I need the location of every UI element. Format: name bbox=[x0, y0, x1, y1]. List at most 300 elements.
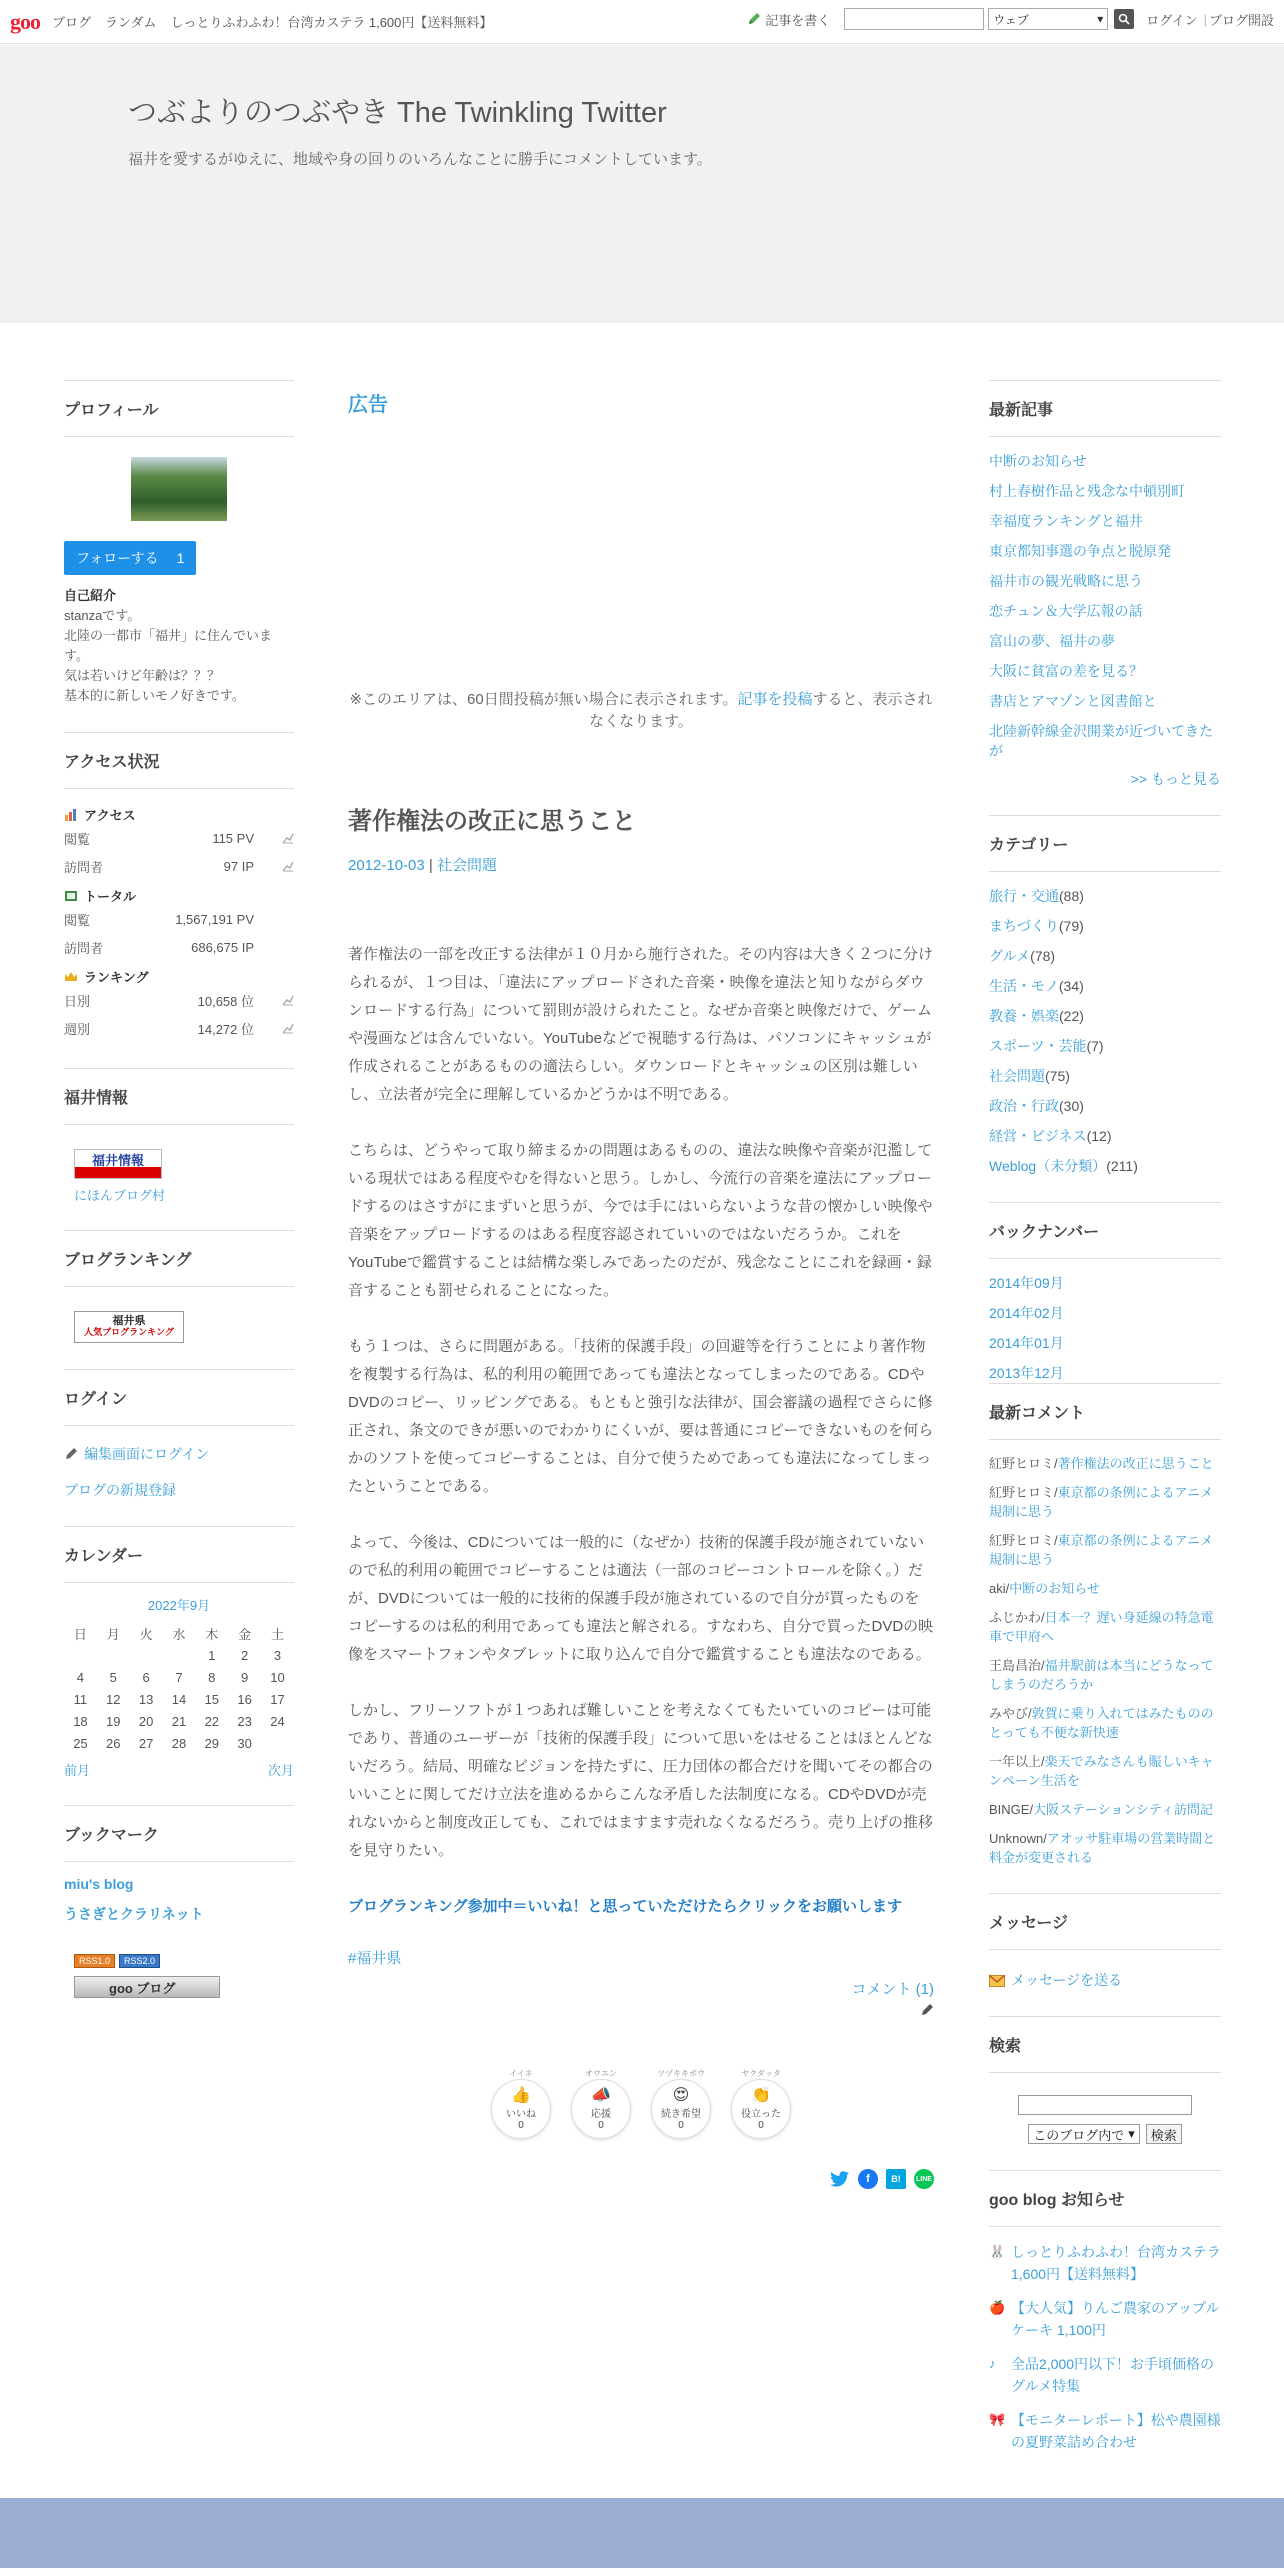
calendar-day: 18 bbox=[73, 1713, 88, 1729]
backnumber-heading: バックナンバー bbox=[989, 1202, 1221, 1259]
reaction-like-button[interactable] bbox=[491, 2069, 551, 2139]
reaction-label: いいね bbox=[506, 2109, 536, 2120]
category-count: (79) bbox=[1058, 918, 1084, 934]
access-body bbox=[64, 789, 294, 1042]
category-list bbox=[989, 872, 1221, 1176]
top-link-random[interactable]: ランダム bbox=[105, 15, 157, 30]
article-date[interactable]: 2012-10-03 bbox=[348, 857, 425, 874]
bookmark-link[interactable]: うさぎとクラリネット bbox=[64, 1906, 204, 1922]
category-link[interactable]: まちづくり bbox=[989, 918, 1059, 934]
news-link[interactable]: 【モニターレポート】松や農園様の夏野菜詰め合わせ bbox=[1011, 2412, 1221, 2450]
comment-user: 王島昌治 bbox=[989, 1658, 1042, 1673]
comment-article-link[interactable]: 楽天でみなさんも賑しいキャンペーン生活を bbox=[989, 1754, 1214, 1788]
ranking-banner-line: 福井県 bbox=[112, 1315, 146, 1327]
access-row-value: 686,675 IP bbox=[191, 939, 254, 955]
calendar-day: 12 bbox=[106, 1691, 121, 1707]
calendar-day: 20 bbox=[138, 1713, 154, 1729]
goo-news-list bbox=[989, 2227, 1221, 2453]
comment-article-link[interactable]: 敦賀に乗り入れてはみたもののとっても不便な新快速 bbox=[989, 1706, 1214, 1740]
message-heading: メッセージ bbox=[989, 1893, 1221, 1950]
blog-ranking-heading: ブログランキング bbox=[64, 1230, 294, 1287]
comment-item: ふじかわ/日本一？遅い身延線の特急電車で甲府へ bbox=[989, 1610, 1214, 1644]
comment-user: BINGE bbox=[989, 1802, 1030, 1817]
access-row-value: 1,567,191 PV bbox=[175, 911, 254, 927]
send-message-row[interactable] bbox=[989, 1950, 1221, 1990]
access-row-value: 10,658 位 bbox=[197, 993, 254, 1009]
graph-link-icon[interactable] bbox=[254, 1022, 294, 1034]
chevron-down-icon: ▾ bbox=[1128, 2126, 1135, 2141]
recent-article-link[interactable]: 中断のお知らせ bbox=[989, 453, 1087, 469]
top-search-scope-select[interactable] bbox=[988, 8, 1108, 30]
recent-article-link[interactable]: 北陸新幹線金沢開業が近づいてきたが bbox=[989, 723, 1213, 759]
article-body bbox=[348, 941, 934, 1865]
calendar-nav bbox=[64, 1760, 294, 1779]
calendar-month[interactable]: 2022年9月 bbox=[147, 1598, 211, 1613]
calendar-day: 6 bbox=[142, 1669, 150, 1685]
main-content bbox=[348, 380, 934, 2189]
calendar-day: 17 bbox=[270, 1691, 285, 1707]
calendar-day bbox=[64, 1644, 97, 1666]
weekday-label: 月 bbox=[106, 1626, 120, 1642]
backnumber-link[interactable]: 2014年09月 bbox=[989, 1275, 1064, 1291]
profile-heading: プロフィール bbox=[64, 380, 294, 437]
comment-user: aki bbox=[989, 1581, 1006, 1596]
calendar-day: 3 bbox=[273, 1647, 282, 1663]
search-section bbox=[989, 2016, 1221, 2144]
calendar-day: 4 bbox=[76, 1669, 85, 1685]
access-row-label: 訪問者 bbox=[64, 940, 104, 956]
recent-article-link[interactable]: 村上春樹作品と残念な中頓別町 bbox=[989, 483, 1185, 499]
line-icon[interactable]: LINE bbox=[914, 2169, 934, 2189]
top-link-blog[interactable]: ブログ bbox=[52, 15, 92, 30]
calendar-day: 9 bbox=[241, 1669, 249, 1685]
access-row-value: 115 PV bbox=[212, 830, 254, 846]
blog-ranking-link[interactable]: ブログランキング参加中＝いいね！と思っていただけたらクリックをお願いします bbox=[348, 1898, 902, 1915]
reaction-helpful-button[interactable] bbox=[731, 2069, 791, 2139]
news-item[interactable] bbox=[989, 2409, 1221, 2453]
clap-icon: 👏 bbox=[751, 2087, 771, 2104]
access-row bbox=[64, 1014, 294, 1042]
profile-image[interactable] bbox=[131, 457, 227, 521]
category-link[interactable]: スポーツ・芸能 bbox=[989, 1038, 1087, 1054]
total-label: トータル bbox=[84, 889, 137, 904]
recent-article-link[interactable]: 恋チュン＆大学広報の話 bbox=[989, 603, 1143, 619]
backnumber-link[interactable]: 2014年01月 bbox=[989, 1335, 1064, 1351]
category-item[interactable] bbox=[989, 1036, 1221, 1056]
comment-item: 王島昌治/福井駅前は本当にどうなってしまうのだろうか bbox=[989, 1658, 1214, 1692]
recent-articles-heading: 最新記事 bbox=[989, 380, 1221, 437]
category-item[interactable] bbox=[989, 976, 1221, 996]
calendar-day: 16 bbox=[237, 1691, 252, 1707]
blog-title[interactable]: つぶよりのつぶやき The Twinkling Twitter bbox=[128, 97, 667, 129]
category-count: (211) bbox=[1106, 1158, 1138, 1174]
access-row-value: 97 IP bbox=[223, 858, 254, 874]
news-link[interactable]: しっとりふわふわ！台湾カステラ1,600円【送料無料】 bbox=[1011, 2244, 1221, 2282]
login-link[interactable]: ログイン bbox=[1146, 12, 1198, 28]
envelope-icon bbox=[989, 1974, 1005, 1987]
recent-article-link[interactable]: 幸福度ランキングと福井 bbox=[989, 513, 1143, 529]
separator: | bbox=[1203, 11, 1207, 27]
comment-user: 紅野ヒロミ bbox=[989, 1456, 1055, 1471]
article-paragraph: 著作権法の一部を改正する法律が１０月から施行された。その内容は大きく２つに分けられるが、１つ目は、「違法にアップロードされた音楽・映像を違法と知りながらダウンロードする行為」について罰則が設けられたこと。なぜか音楽と映像だけで、ゲームや漫画などは含んでいない。YouTubeなどで視聴する行為は、パソコンにキャッシュが作成されることがあるものの適法らしい。ダウンロードとキャッシュの区別は難しいし、立法者が完全に理解しているかどうかは不明である。 bbox=[348, 946, 934, 1103]
reaction-count: 0 bbox=[678, 2120, 684, 2131]
comment-article-link[interactable]: 日本一？遅い身延線の特急電車で甲府へ bbox=[989, 1610, 1214, 1644]
category-item[interactable] bbox=[989, 886, 1221, 906]
reaction-label: 応援 bbox=[591, 2109, 611, 2120]
calendar-day bbox=[261, 1732, 294, 1754]
calendar-day: 19 bbox=[106, 1713, 121, 1729]
self-intro-heading: 自己紹介 bbox=[64, 588, 117, 603]
comment-article-link[interactable]: 東京都の条例によるアニメ規制に思う bbox=[989, 1485, 1213, 1519]
comment-item: BINGE/大阪ステーションシティ訪問記 bbox=[989, 1802, 1213, 1817]
fukui-info-heading: 福井情報 bbox=[64, 1068, 294, 1125]
backnumber-link[interactable]: 2013年12月 bbox=[989, 1365, 1064, 1381]
blog-ranking-section bbox=[64, 1230, 294, 1343]
post-article-link[interactable]: 記事を投稿 bbox=[737, 691, 813, 708]
category-item[interactable] bbox=[989, 1006, 1221, 1026]
category-item[interactable] bbox=[989, 1066, 1221, 1086]
comment-article-link[interactable]: 福井駅前は本当にどうなってしまうのだろうか bbox=[989, 1658, 1214, 1692]
ad-note-text: ※このエリアは、60日間投稿が無い場合に表示されます。 bbox=[349, 691, 738, 708]
comment-item: 紅野ヒロミ/東京都の条例によるアニメ規制に思う bbox=[989, 1533, 1213, 1567]
calendar-day: 13 bbox=[138, 1691, 154, 1707]
article-meta bbox=[348, 854, 934, 875]
comment-item: Unknown/アオッサ駐車場の営業時間と料金が変更される bbox=[989, 1831, 1216, 1865]
thumbs-up-icon: 👍 bbox=[511, 2087, 531, 2104]
calendar-day: 22 bbox=[204, 1713, 220, 1729]
profile-section bbox=[64, 380, 294, 706]
blog-search-button[interactable]: 検索 bbox=[1146, 2124, 1182, 2144]
recent-comments-heading: 最新コメント bbox=[989, 1383, 1221, 1440]
self-intro-text bbox=[64, 604, 294, 706]
calendar-day: 15 bbox=[204, 1691, 220, 1707]
follow-button[interactable] bbox=[64, 541, 196, 575]
ranking-subheading bbox=[64, 967, 294, 986]
ad-note bbox=[348, 689, 934, 733]
calendar-day: 14 bbox=[171, 1691, 187, 1707]
weekday-label: 水 bbox=[172, 1626, 186, 1642]
next-month-link[interactable]: 次月 bbox=[267, 1763, 294, 1778]
right-sidebar bbox=[989, 380, 1221, 2479]
blog-header bbox=[0, 45, 1284, 323]
intro-line: 基本的に新しいモノ好きです。 bbox=[64, 688, 245, 703]
recent-article-link[interactable]: 富山の夢、福井の夢 bbox=[989, 633, 1115, 649]
backnumber-scroll-list[interactable] bbox=[989, 1259, 1221, 1381]
recent-article-link[interactable]: 福井市の観光戦略に思う bbox=[989, 573, 1143, 589]
hatena-bookmark-icon[interactable]: B! bbox=[886, 2169, 906, 2189]
category-link[interactable]: 経営・ビジネス bbox=[989, 1128, 1087, 1144]
calendar-day: 11 bbox=[73, 1691, 88, 1707]
ad-note-text: すると、表示されなくなります。 bbox=[589, 691, 933, 730]
blog-search-input[interactable] bbox=[1018, 2095, 1192, 2115]
calendar-day: 28 bbox=[171, 1735, 187, 1751]
article-paragraph: しかし、フリーソフトが１つあれば難しいことを考えなくてもたいていのコピーは可能であり、普通のユーザーが「技術的保護手段」について思いをはせることはほとんどないだろう。結局、明確なビジョンを持たずに、圧力団体の都合だけを聞いてその都合のいいことに関してだけ立法を進めるからこんな矛盾した法制度になる。CDやDVDが売れないからと制度改正しても、これではますます売れなくなるだろう。売り上げの推移を見守りたい。 bbox=[348, 1702, 934, 1859]
comment-user: みやび bbox=[989, 1706, 1029, 1721]
comment-item: 一年以上/楽天でみなさんも賑しいキャンペーン生活を bbox=[989, 1754, 1214, 1788]
rss2-badge[interactable]: RSS2.0 bbox=[119, 1954, 160, 1968]
graph-link-icon[interactable] bbox=[254, 832, 294, 844]
login-heading: ログイン bbox=[64, 1369, 294, 1426]
category-count: (30) bbox=[1059, 1098, 1084, 1114]
news-item[interactable] bbox=[989, 2297, 1221, 2341]
chevron-down-icon: ▾ bbox=[1097, 12, 1104, 26]
pencil-icon bbox=[747, 12, 761, 26]
goo-blog-badge[interactable]: goo ブログ bbox=[74, 1976, 220, 1998]
comment-item: aki/中断のお知らせ bbox=[989, 1581, 1100, 1596]
ad-heading: 広告 bbox=[348, 394, 388, 416]
facebook-icon[interactable]: f bbox=[858, 2169, 878, 2189]
top-search-button[interactable] bbox=[1114, 9, 1134, 29]
fukui-ranking-banner[interactable] bbox=[74, 1311, 184, 1343]
access-row bbox=[64, 905, 294, 933]
music-note-icon: ♪ bbox=[989, 2356, 996, 2371]
recent-comments-section bbox=[989, 1383, 1221, 1867]
top-search-scope-value: ウェブ bbox=[993, 12, 1029, 27]
nihon-blogmura-link[interactable]: にほんブログ村 bbox=[74, 1188, 166, 1203]
search-icon bbox=[1118, 13, 1130, 25]
recent-articles-list bbox=[989, 437, 1221, 761]
category-link[interactable]: 社会問題 bbox=[989, 1068, 1045, 1084]
access-heading: アクセス状況 bbox=[64, 732, 294, 789]
ribbon-icon: 🎀 bbox=[989, 2412, 1006, 2427]
access-row-value: 14,272 位 bbox=[197, 1021, 254, 1037]
calendar-day: 30 bbox=[237, 1735, 252, 1751]
recent-article-link[interactable]: 書店とアマゾンと図書館と bbox=[989, 693, 1157, 709]
fukui-info-section bbox=[64, 1068, 294, 1204]
bookmark-heading: ブックマーク bbox=[64, 1805, 294, 1862]
calendar-day: 5 bbox=[109, 1669, 117, 1685]
rss1-badge[interactable]: RSS1.0 bbox=[74, 1954, 115, 1968]
category-link[interactable]: Weblog（未分類） bbox=[989, 1158, 1107, 1174]
top-bar bbox=[0, 0, 1284, 44]
intro-line: 北陸の一都市「福井」に住んでいます。 bbox=[64, 628, 273, 663]
calendar-heading: カレンダー bbox=[64, 1526, 294, 1583]
category-count: (7) bbox=[1086, 1038, 1104, 1054]
category-count: (88) bbox=[1059, 888, 1084, 904]
access-subheading bbox=[64, 805, 294, 824]
news-item[interactable] bbox=[989, 2353, 1221, 2397]
bottom-overlay-bar bbox=[0, 2498, 1284, 2568]
separator: | bbox=[428, 857, 433, 874]
access-row-label: 閲覧 bbox=[64, 831, 91, 847]
reaction-count: 0 bbox=[758, 2120, 764, 2131]
recent-articles-section bbox=[989, 380, 1221, 789]
reaction-kana: イイネ bbox=[509, 2069, 533, 2078]
category-count: (22) bbox=[1059, 1008, 1084, 1024]
comment-article-link[interactable]: 大阪ステーションシティ訪問記 bbox=[1033, 1802, 1213, 1817]
backnumber-link[interactable]: 2014年02月 bbox=[989, 1305, 1064, 1321]
blog-register-link[interactable]: ブログの新規登録 bbox=[64, 1482, 176, 1498]
comment-link[interactable]: コメント (1) bbox=[851, 1981, 934, 1998]
graph-link-icon[interactable] bbox=[254, 860, 294, 872]
category-link[interactable]: 旅行・交通 bbox=[989, 888, 1059, 904]
prev-month-link[interactable]: 前月 bbox=[64, 1763, 91, 1778]
category-link[interactable]: 教養・娯楽 bbox=[989, 1008, 1059, 1024]
intro-line: 気は若いけど年齢は？？？ bbox=[64, 668, 221, 683]
calendar-day bbox=[130, 1644, 163, 1666]
bookmark-link[interactable]: miu's blog bbox=[64, 1876, 134, 1892]
reaction-buttons bbox=[348, 2069, 934, 2139]
reaction-kana: ツヅキキボウ bbox=[657, 2069, 705, 2078]
calendar-day bbox=[163, 1644, 196, 1666]
crown-icon bbox=[64, 971, 78, 983]
top-link-promo[interactable]: しっとりふわふわ！台湾カステラ 1,600円【送料無料】 bbox=[170, 15, 493, 30]
reaction-want-more-button[interactable] bbox=[651, 2069, 711, 2139]
calendar-day: 25 bbox=[73, 1735, 88, 1751]
calendar-day: 24 bbox=[270, 1713, 285, 1729]
blog-description: 福井を愛するがゆえに、地域や身の回りのいろんなことに勝手にコメントしています。 bbox=[128, 151, 712, 168]
megaphone-icon: 📣 bbox=[591, 2087, 611, 2104]
comment-article-link[interactable]: 東京都の条例によるアニメ規制に思う bbox=[989, 1533, 1213, 1567]
calendar-day: 26 bbox=[106, 1735, 121, 1751]
rabbit-icon: 🐰 bbox=[989, 2244, 1006, 2259]
top-right-tools bbox=[747, 8, 1278, 30]
weekday-label: 土 bbox=[271, 1626, 285, 1642]
category-item[interactable] bbox=[989, 916, 1221, 936]
message-section bbox=[989, 1893, 1221, 1990]
pencil-icon[interactable] bbox=[920, 2003, 934, 2017]
comment-item: 紅野ヒロミ/東京都の条例によるアニメ規制に思う bbox=[989, 1485, 1213, 1519]
comment-article-link[interactable]: 中断のお知らせ bbox=[1009, 1581, 1100, 1596]
article-paragraph: こちらは、どうやって取り締まるかの問題はあるものの、違法な映像や音楽が氾濫している現状ではある程度やむを得ないと思う。しかし、今流行の音楽を違法にアップロードするのはさすがにまずいと思うが、今では手にはいらないような昔の懐かしい映像や音楽をアップロードするのはある程度容認されていいのではないだろうか。これをYouTubeで鑑賞することは結構な楽しみであったのだが、残念なことにこれを録画・録音することも罰せられることになった。 bbox=[348, 1142, 933, 1299]
comment-user: ふじかわ bbox=[989, 1610, 1042, 1625]
heart-eyes-icon: 😍 bbox=[672, 2087, 690, 2104]
calendar-table bbox=[64, 1622, 294, 1754]
reaction-support-button[interactable] bbox=[571, 2069, 631, 2139]
comment-article-link[interactable]: アオッサ駐車場の営業時間と料金が変更される bbox=[989, 1831, 1216, 1865]
search-heading: 検索 bbox=[989, 2016, 1221, 2073]
calendar-day: 1 bbox=[208, 1647, 216, 1663]
category-count: (78) bbox=[1030, 948, 1056, 964]
recent-article-link[interactable]: 大阪に貧富の差を見る？ bbox=[989, 663, 1143, 679]
fukui-info-banner[interactable]: 福井情報 bbox=[74, 1149, 162, 1179]
graph-link-icon[interactable] bbox=[254, 994, 294, 1006]
goo-news-heading: goo blog お知らせ bbox=[989, 2170, 1221, 2227]
rss-badges bbox=[74, 1954, 294, 1968]
send-message-link[interactable]: メッセージを送る bbox=[1011, 1972, 1123, 1988]
article-paragraph: よって、今後は、CDについては一般的に（なぜか）技術的保護手段が施されていないので私的利用の範囲でコピーすることは適法（一部のコピーコントロールを除く。）だが、DVDについては一般的に技術的保護手段が施されているので自分が買ったものをコピーするのは私的利用であっても違法と解される。すなわち、自分で買ったDVDの映像をスマートフォンやタブレットに取り込んで自分で鑑賞することも違法なのである。 bbox=[348, 1534, 934, 1663]
left-sidebar bbox=[64, 380, 294, 1998]
search-scope-value: このブログ内で bbox=[1033, 2127, 1125, 2143]
category-item[interactable] bbox=[989, 1156, 1221, 1176]
comment-user: Unknown bbox=[989, 1831, 1044, 1846]
calendar-section bbox=[64, 1526, 294, 1779]
ranking-banner-line: 人気ブログランキング bbox=[84, 1327, 174, 1337]
top-search-input[interactable] bbox=[844, 8, 984, 30]
recent-comments-list bbox=[989, 1440, 1221, 1867]
reaction-count: 0 bbox=[518, 2120, 524, 2131]
access-row bbox=[64, 986, 294, 1014]
calendar-day: 27 bbox=[138, 1735, 154, 1751]
total-subheading bbox=[64, 886, 294, 905]
article-tag[interactable]: #福井県 bbox=[348, 1950, 402, 1967]
weekday-label: 日 bbox=[73, 1626, 87, 1642]
news-link[interactable]: 【大人気】りんご農家のアップルケーキ 1,100円 bbox=[1011, 2300, 1220, 2338]
access-row bbox=[64, 933, 294, 961]
backnumber-section bbox=[989, 1202, 1221, 1381]
access-row bbox=[64, 852, 294, 880]
open-blog-link[interactable]: ブログ開設 bbox=[1208, 12, 1274, 28]
category-heading: カテゴリー bbox=[989, 815, 1221, 872]
recent-article-link[interactable]: 東京都知事選の争点と脱原発 bbox=[989, 543, 1171, 559]
edit-article-row bbox=[348, 2003, 934, 2017]
category-item[interactable] bbox=[989, 1096, 1221, 1116]
edit-login-row[interactable] bbox=[64, 1444, 294, 1464]
news-item[interactable] bbox=[989, 2241, 1221, 2285]
goo-logo[interactable]: goo bbox=[10, 8, 40, 34]
comment-user: 紅野ヒロミ bbox=[989, 1485, 1055, 1500]
category-count: (12) bbox=[1086, 1128, 1112, 1144]
calendar-day bbox=[97, 1644, 130, 1666]
apple-icon: 🍎 bbox=[989, 2300, 1006, 2315]
write-article-button[interactable] bbox=[747, 10, 830, 29]
pencil-icon bbox=[64, 1447, 78, 1461]
weekday-label: 金 bbox=[238, 1626, 252, 1642]
search-scope-select[interactable] bbox=[1028, 2124, 1140, 2144]
intro-line: stanzaです。 bbox=[64, 608, 141, 623]
access-section bbox=[64, 732, 294, 1042]
article-paragraph: もう１つは、さらに問題がある。「技術的保護手段」の回避等を行うことにより著作物を複製する行為は、私的利用の範囲であっても違法となってしまったのである。CDやDVDのコピー、リッピングである。もともと強引な法律が、国会審議の過程でさらに修正され、条文のできが悪いのでわかりにくいが、要は普通にコピーできないものを何らかのソフトを使ってコピーすることは、自分で使うためであっても違法になってしまったということである。 bbox=[348, 1338, 934, 1495]
twitter-icon[interactable] bbox=[830, 2169, 850, 2189]
blog-search-form bbox=[989, 2073, 1221, 2144]
category-count: (75) bbox=[1045, 1068, 1070, 1084]
calendar-day: 10 bbox=[270, 1669, 285, 1685]
bookmark-section bbox=[64, 1805, 294, 1924]
article-title[interactable]: 著作権法の改正に思うこと bbox=[348, 808, 636, 835]
comment-user: 紅野ヒロミ bbox=[989, 1533, 1055, 1548]
access-label: アクセス bbox=[84, 808, 136, 823]
weekday-label: 木 bbox=[205, 1626, 219, 1642]
category-link[interactable]: 生活・モノ bbox=[989, 978, 1059, 994]
calendar-day: 21 bbox=[171, 1713, 187, 1729]
edit-login-link[interactable]: 編集画面にログイン bbox=[84, 1446, 210, 1462]
access-row-label: 訪問者 bbox=[64, 859, 104, 875]
follow-count: 1 bbox=[176, 550, 185, 566]
weekday-label: 火 bbox=[139, 1626, 153, 1642]
access-row bbox=[64, 824, 294, 852]
reaction-kana: オウエン bbox=[585, 2069, 617, 2078]
calendar-day: 23 bbox=[237, 1713, 252, 1729]
bar-chart-icon bbox=[64, 809, 78, 821]
comment-item: 紅野ヒロミ/著作権法の改正に思うこと bbox=[989, 1456, 1214, 1471]
reaction-label: 役立った bbox=[741, 2109, 781, 2120]
calendar-day: 29 bbox=[204, 1735, 220, 1751]
category-item[interactable] bbox=[989, 1126, 1221, 1146]
goo-news-section bbox=[989, 2170, 1221, 2453]
access-row-label: 日別 bbox=[64, 993, 91, 1009]
access-row-label: 週別 bbox=[64, 1021, 91, 1037]
ranking-label: ランキング bbox=[84, 970, 149, 985]
reaction-kana: ヤクダッタ bbox=[741, 2069, 781, 2078]
category-item[interactable] bbox=[989, 946, 1221, 966]
comment-user: 一年以上 bbox=[989, 1754, 1042, 1769]
follow-label: フォローする bbox=[76, 550, 159, 566]
category-count: (34) bbox=[1058, 978, 1084, 994]
login-section bbox=[64, 1369, 294, 1500]
more-articles-link[interactable]: >> もっと見る bbox=[1130, 771, 1221, 787]
calendar-day: 8 bbox=[208, 1669, 216, 1685]
article-category[interactable]: 社会問題 bbox=[436, 857, 497, 874]
calendar-day: 2 bbox=[241, 1647, 249, 1663]
category-link[interactable]: 政治・行政 bbox=[989, 1098, 1059, 1114]
share-buttons bbox=[348, 2169, 934, 2189]
book-icon bbox=[64, 890, 78, 902]
news-link[interactable]: 全品2,000円以下！お手頃価格のグルメ特集 bbox=[1011, 2356, 1215, 2394]
calendar-day: 7 bbox=[175, 1669, 183, 1685]
comment-article-link[interactable]: 著作権法の改正に思うこと bbox=[1057, 1456, 1214, 1471]
category-link[interactable]: グルメ bbox=[989, 948, 1031, 964]
access-row-label: 閲覧 bbox=[64, 912, 91, 928]
